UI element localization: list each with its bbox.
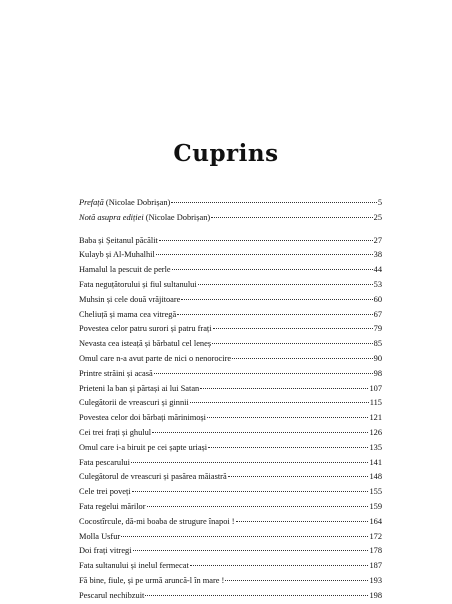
toc-row [79,396,382,411]
toc-page-number: 164 [369,516,382,526]
dot-leader [208,447,368,448]
toc-page-number: 38 [373,250,382,260]
dot-leader [145,595,368,596]
table-of-contents [79,196,382,604]
dot-leader [212,343,373,344]
toc-entry-label: Fata neguțătorului și fiul sultanului [79,279,197,289]
toc-row [79,559,382,574]
toc-entry-label: Fata regelui mărilor [79,501,146,511]
dot-leader [121,536,368,537]
toc-row [79,337,382,352]
dot-leader [236,521,369,522]
toc-entry-label: Cele trei poveți [79,487,131,497]
toc-entry-label: Culegătorii de vreascuri și ginnii [79,398,189,408]
toc-front-row [79,196,382,211]
toc-row [79,515,382,530]
toc-entry-label: Cocostîrcule, dă-mi boaba de strugure înapoi ! [79,516,235,526]
toc-page-number: 178 [369,546,382,556]
page-title: Cuprins [173,140,279,167]
dot-leader [177,314,372,315]
dot-leader [152,432,368,433]
toc-page-number: 193 [369,575,382,585]
toc-page-number: 90 [373,353,382,363]
toc-entry-label: Kulayb și Al-Muhalhil [79,250,155,260]
toc-row [79,263,382,278]
dot-leader [211,217,372,218]
dot-leader [190,402,369,403]
toc-page-number: 198 [369,590,382,600]
dot-leader [132,491,369,492]
toc-entry-label: Muhsin și cele două vrăjitoare [79,294,181,304]
toc-page-number: 98 [373,368,382,378]
toc-entry-label: Prefață (Nicolae Dobrișan) [79,198,171,207]
toc-row [79,574,382,589]
toc-entry-label: Fata pescarului [79,457,130,467]
toc-row [79,456,382,471]
toc-entry-label: Prieteni la ban și părtași ai lui Satan [79,383,200,393]
section-gap [79,226,382,234]
toc-row [79,426,382,441]
toc-entry-label: Molla Usfur [79,531,121,541]
toc-row [79,411,382,426]
toc-entry-label: Omul care n-a avut parte de nici o nenorocire [79,353,232,363]
toc-row [79,308,382,323]
dot-leader [232,358,373,359]
toc-page-number: 44 [373,265,382,275]
toc-page-number: 60 [373,294,382,304]
toc-row [79,352,382,367]
dot-leader [131,462,369,463]
toc-page-number: 121 [369,413,382,423]
toc-row [79,500,382,515]
toc-entry-label: Fata sultanului și inelul fermecat [79,561,189,571]
dot-leader [198,284,373,285]
toc-entry-label: Povestea celor patru surori și patru frați [79,324,212,334]
dot-leader [181,299,372,300]
toc-row [79,544,382,559]
toc-row [79,485,382,500]
toc-entry-label: Culegătorul de vreascuri și pasărea măiastră [79,472,227,482]
toc-entry-label: Doi frați vitregi [79,546,132,556]
dot-leader [190,565,369,566]
toc-row [79,248,382,263]
toc-row [79,382,382,397]
toc-page-number: 172 [369,531,382,541]
toc-front-row [79,211,382,226]
toc-entry-label: Fă bine, fiule, și pe urmă aruncă-l în mare ! [79,575,225,585]
toc-entry-label: Nevasta cea isteață și bărbatul cel leneș [79,339,212,349]
toc-row [79,589,382,604]
dot-leader [228,476,369,477]
dot-leader [200,388,368,389]
toc-row [79,322,382,337]
toc-row [79,530,382,545]
toc-entries [79,234,382,604]
toc-entry-label: Notă asupra ediției (Nicolae Dobrișan) [79,212,211,222]
toc-row [79,470,382,485]
toc-row [79,278,382,293]
toc-page-number: 115 [369,398,382,408]
toc-row [79,367,382,382]
toc-page-number: 5 [377,198,382,207]
toc-row [79,293,382,308]
toc-page-number: 85 [373,339,382,349]
toc-page-number: 126 [369,427,382,437]
toc-page-number: 159 [369,501,382,511]
dot-leader [213,328,373,329]
toc-page-number: 155 [369,487,382,497]
toc-row [79,441,382,456]
toc-entry-label: Cei trei frați și ghulul [79,427,152,437]
dot-leader [154,373,373,374]
toc-entry-label: Printre străini și acasă [79,368,153,378]
dot-leader [207,417,368,418]
toc-page-number: 107 [369,383,382,393]
toc-page-number: 148 [369,472,382,482]
toc-page-number: 27 [373,235,382,245]
toc-page-number: 79 [373,324,382,334]
toc-page-number: 135 [369,442,382,452]
toc-page-number: 187 [369,561,382,571]
toc-entry-label: Omul care i-a biruit pe cei șapte uriași [79,442,208,452]
dot-leader [156,254,373,255]
toc-page-number: 53 [373,279,382,289]
toc-page-number: 67 [373,309,382,319]
toc-row [79,234,382,249]
toc-page-number: 25 [373,212,382,222]
toc-entry-label: Pescarul nechibzuit [79,590,145,600]
toc-entry-label: Povestea celor doi bărbați mărinimoși [79,413,206,423]
toc-page-number: 141 [369,457,382,467]
toc-entry-label: Baba și Șeitanul păcălit [79,235,158,245]
toc-entry-label: Hamalul la pescuit de perle [79,265,171,275]
dot-leader [225,580,368,581]
dot-leader [147,506,369,507]
dot-leader [133,550,369,551]
toc-entry-label: Cheliuță și mama cea vitregă [79,309,177,319]
dot-leader [159,240,373,241]
dot-leader [172,269,373,270]
dot-leader [171,202,376,203]
